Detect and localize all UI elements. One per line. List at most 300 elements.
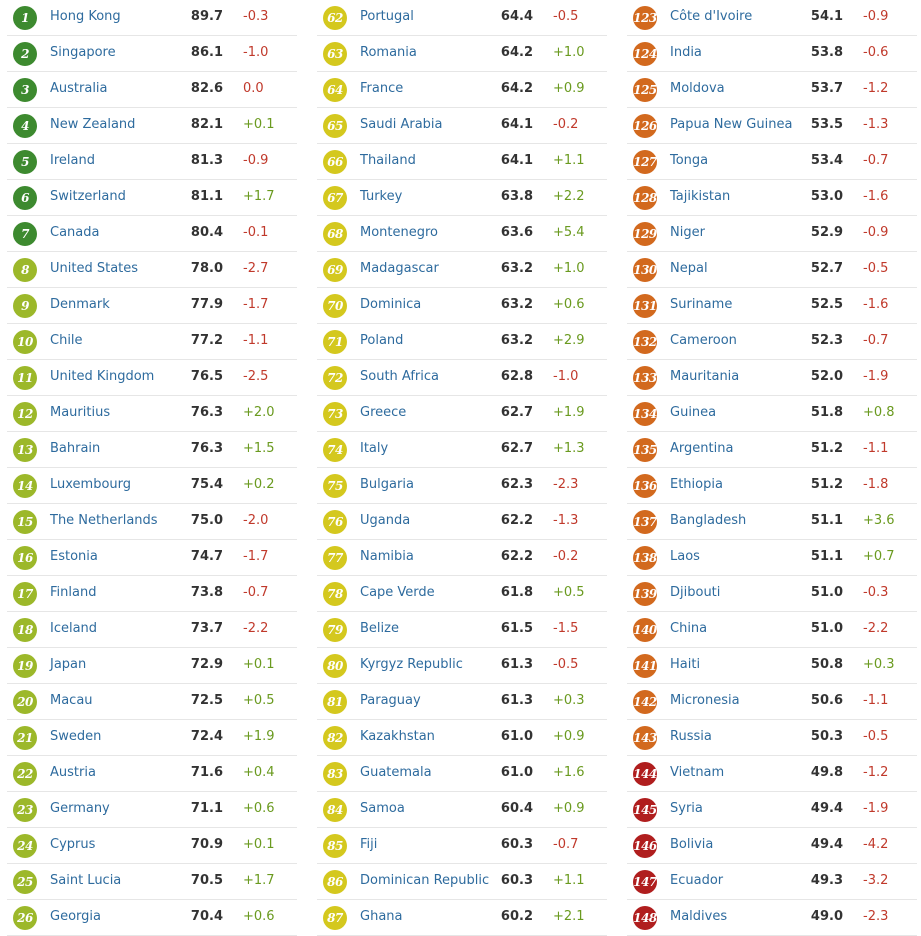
table-row xyxy=(317,324,607,360)
score-value: 61.3 xyxy=(500,693,533,708)
country-link[interactable]: Saint Lucia xyxy=(50,873,122,888)
table-row xyxy=(7,720,297,756)
score-change: +1.7 xyxy=(243,873,275,888)
table-row xyxy=(7,468,297,504)
rank-badge: 5 xyxy=(13,150,37,174)
score-value: 63.2 xyxy=(500,297,533,312)
country-link[interactable]: Thailand xyxy=(360,153,416,168)
rank-badge: 142 xyxy=(633,690,657,714)
country-link[interactable]: Uganda xyxy=(360,513,411,528)
rank-badge: 139 xyxy=(633,582,657,606)
rank-badge: 8 xyxy=(13,258,37,282)
country-link[interactable]: Russia xyxy=(670,729,712,744)
score-change: +1.9 xyxy=(243,729,275,744)
score-change: +0.9 xyxy=(553,81,585,96)
score-change: -0.7 xyxy=(863,333,889,348)
score-change: -0.5 xyxy=(863,261,889,276)
rank-badge: 148 xyxy=(633,906,657,930)
score-value: 49.3 xyxy=(810,873,843,888)
country-link[interactable]: Dominica xyxy=(360,297,422,312)
table-row xyxy=(7,144,297,180)
score-change: -2.0 xyxy=(243,513,269,528)
rank-badge: 126 xyxy=(633,114,657,138)
country-link[interactable]: Laos xyxy=(670,549,700,564)
country-link[interactable]: Maldives xyxy=(670,909,728,924)
country-link[interactable]: Switzerland xyxy=(50,189,126,204)
score-change: -1.9 xyxy=(863,369,889,384)
country-link[interactable]: Guatemala xyxy=(360,765,432,780)
country-link[interactable]: Suriname xyxy=(670,297,733,312)
rank-badge: 71 xyxy=(323,330,347,354)
table-row xyxy=(317,432,607,468)
score-value: 64.1 xyxy=(500,153,533,168)
score-value: 73.8 xyxy=(190,585,223,600)
country-link[interactable]: Nepal xyxy=(670,261,708,276)
score-value: 76.5 xyxy=(190,369,223,384)
rank-badge: 64 xyxy=(323,78,347,102)
country-link[interactable]: Saudi Arabia xyxy=(360,117,443,132)
country-link[interactable]: Niger xyxy=(670,225,705,240)
score-change: -0.9 xyxy=(863,225,889,240)
table-row xyxy=(627,216,917,252)
score-change: +0.8 xyxy=(863,405,895,420)
score-value: 61.0 xyxy=(500,729,533,744)
rank-badge: 80 xyxy=(323,654,347,678)
score-change: -1.1 xyxy=(863,441,889,456)
score-change: +1.1 xyxy=(553,153,585,168)
table-row xyxy=(7,36,297,72)
rank-badge: 9 xyxy=(13,294,37,318)
score-value: 52.9 xyxy=(810,225,843,240)
table-row xyxy=(317,288,607,324)
table-row xyxy=(317,756,607,792)
rank-badge: 17 xyxy=(13,582,37,606)
country-link[interactable]: Tonga xyxy=(670,153,709,168)
country-link[interactable]: New Zealand xyxy=(50,117,136,132)
table-row xyxy=(7,828,297,864)
score-change: -1.7 xyxy=(243,297,269,312)
score-change: -1.3 xyxy=(553,513,579,528)
country-link[interactable]: Syria xyxy=(670,801,703,816)
table-row xyxy=(627,864,917,900)
country-link[interactable]: Italy xyxy=(360,441,389,456)
score-change: +1.0 xyxy=(553,261,585,276)
table-row xyxy=(7,900,297,936)
country-link[interactable]: Paraguay xyxy=(360,693,421,708)
table-row xyxy=(317,648,607,684)
rank-badge: 132 xyxy=(633,330,657,354)
country-link[interactable]: Turkey xyxy=(360,189,403,204)
rank-badge: 144 xyxy=(633,762,657,786)
table-row xyxy=(317,468,607,504)
rank-badge: 76 xyxy=(323,510,347,534)
table-row xyxy=(627,684,917,720)
country-link[interactable]: China xyxy=(670,621,708,636)
rank-badge: 12 xyxy=(13,402,37,426)
score-change: -2.3 xyxy=(863,909,889,924)
score-value: 60.3 xyxy=(500,873,533,888)
rank-badge: 15 xyxy=(13,510,37,534)
country-link[interactable]: Cyprus xyxy=(50,837,96,852)
rank-badge: 10 xyxy=(13,330,37,354)
score-value: 51.0 xyxy=(810,621,843,636)
rank-badge: 14 xyxy=(13,474,37,498)
country-link[interactable]: Japan xyxy=(50,657,87,672)
score-value: 51.1 xyxy=(810,549,843,564)
country-link[interactable]: Belize xyxy=(360,621,399,636)
country-link[interactable]: Kyrgyz Republic xyxy=(360,657,463,672)
score-change: -1.2 xyxy=(863,765,889,780)
country-link[interactable]: Papua New Guinea xyxy=(670,117,793,132)
score-value: 54.1 xyxy=(810,9,843,24)
rank-badge: 22 xyxy=(13,762,37,786)
score-change: +0.1 xyxy=(243,657,275,672)
table-row xyxy=(7,504,297,540)
country-link[interactable]: Madagascar xyxy=(360,261,439,276)
score-change: -2.3 xyxy=(553,477,579,492)
score-change: +0.6 xyxy=(553,297,585,312)
score-change: -1.8 xyxy=(863,477,889,492)
rank-badge: 87 xyxy=(323,906,347,930)
table-row xyxy=(627,468,917,504)
rank-badge: 86 xyxy=(323,870,347,894)
table-row xyxy=(317,72,607,108)
score-value: 64.2 xyxy=(500,45,533,60)
country-link[interactable]: United States xyxy=(50,261,139,276)
country-link[interactable]: Fiji xyxy=(360,837,378,852)
country-link[interactable]: Djibouti xyxy=(670,585,721,600)
rank-badge: 21 xyxy=(13,726,37,750)
country-link[interactable]: Cameroon xyxy=(670,333,737,348)
score-change: -1.3 xyxy=(863,117,889,132)
table-row xyxy=(627,72,917,108)
score-change: -0.9 xyxy=(863,9,889,24)
score-value: 61.5 xyxy=(500,621,533,636)
table-row xyxy=(7,792,297,828)
table-row xyxy=(7,324,297,360)
rank-badge: 70 xyxy=(323,294,347,318)
country-link[interactable]: India xyxy=(670,45,702,60)
table-row xyxy=(627,504,917,540)
score-value: 62.2 xyxy=(500,549,533,564)
table-row xyxy=(7,0,297,36)
score-change: +2.0 xyxy=(243,405,275,420)
country-link[interactable]: Dominican Republic xyxy=(360,873,490,888)
table-row xyxy=(7,252,297,288)
score-value: 74.7 xyxy=(190,549,223,564)
table-row xyxy=(7,360,297,396)
table-row xyxy=(317,828,607,864)
score-value: 49.4 xyxy=(810,837,843,852)
score-value: 51.2 xyxy=(810,441,843,456)
country-link[interactable]: Australia xyxy=(50,81,108,96)
score-value: 70.5 xyxy=(190,873,223,888)
score-change: -1.1 xyxy=(863,693,889,708)
table-row xyxy=(317,540,607,576)
table-row xyxy=(627,720,917,756)
score-value: 52.0 xyxy=(810,369,843,384)
country-link[interactable]: Bulgaria xyxy=(360,477,414,492)
score-change: +1.7 xyxy=(243,189,275,204)
table-row xyxy=(7,72,297,108)
score-value: 52.5 xyxy=(810,297,843,312)
score-change: 0.0 xyxy=(243,81,264,96)
score-value: 77.2 xyxy=(190,333,223,348)
score-change: +0.9 xyxy=(553,729,585,744)
score-value: 62.7 xyxy=(500,441,533,456)
score-value: 64.1 xyxy=(500,117,533,132)
country-link[interactable]: Tajikistan xyxy=(670,189,731,204)
country-link[interactable]: Chile xyxy=(50,333,83,348)
table-row xyxy=(7,864,297,900)
table-row xyxy=(627,576,917,612)
score-change: +0.1 xyxy=(243,117,275,132)
country-link[interactable]: Estonia xyxy=(50,549,98,564)
score-change: -1.6 xyxy=(863,189,889,204)
score-change: -0.7 xyxy=(863,153,889,168)
country-link[interactable]: Austria xyxy=(50,765,96,780)
country-link[interactable]: Mauritius xyxy=(50,405,111,420)
score-value: 76.3 xyxy=(190,441,223,456)
score-change: +0.4 xyxy=(243,765,275,780)
country-link[interactable]: Moldova xyxy=(670,81,725,96)
rank-badge: 65 xyxy=(323,114,347,138)
score-value: 72.4 xyxy=(190,729,223,744)
score-value: 60.3 xyxy=(500,837,533,852)
score-value: 60.4 xyxy=(500,801,533,816)
score-change: +2.2 xyxy=(553,189,585,204)
country-link[interactable]: Vietnam xyxy=(670,765,725,780)
table-row xyxy=(627,792,917,828)
table-row xyxy=(317,360,607,396)
rank-badge: 25 xyxy=(13,870,37,894)
country-link[interactable]: Bolivia xyxy=(670,837,714,852)
rank-badge: 23 xyxy=(13,798,37,822)
table-row xyxy=(627,396,917,432)
rank-badge: 81 xyxy=(323,690,347,714)
score-change: -2.7 xyxy=(243,261,269,276)
country-link[interactable]: Côte d'Ivoire xyxy=(670,9,753,24)
country-link[interactable]: Kazakhstan xyxy=(360,729,435,744)
table-row xyxy=(317,0,607,36)
table-row xyxy=(317,180,607,216)
score-change: -1.7 xyxy=(243,549,269,564)
country-link[interactable]: South Africa xyxy=(360,369,439,384)
score-value: 61.3 xyxy=(500,657,533,672)
rank-badge: 82 xyxy=(323,726,347,750)
country-link[interactable]: Bahrain xyxy=(50,441,101,456)
score-value: 61.0 xyxy=(500,765,533,780)
rank-badge: 140 xyxy=(633,618,657,642)
ranking-column xyxy=(627,0,917,936)
country-link[interactable]: Luxembourg xyxy=(50,477,132,492)
table-row xyxy=(627,648,917,684)
score-value: 77.9 xyxy=(190,297,223,312)
country-link[interactable]: Guinea xyxy=(670,405,717,420)
table-row xyxy=(317,144,607,180)
rank-badge: 134 xyxy=(633,402,657,426)
score-change: -2.5 xyxy=(243,369,269,384)
rank-badge: 143 xyxy=(633,726,657,750)
score-value: 63.6 xyxy=(500,225,533,240)
score-change: -1.0 xyxy=(243,45,269,60)
score-value: 53.8 xyxy=(810,45,843,60)
table-row xyxy=(317,900,607,936)
score-change: +1.5 xyxy=(243,441,275,456)
country-link[interactable]: France xyxy=(360,81,404,96)
score-value: 70.4 xyxy=(190,909,223,924)
country-link[interactable]: Argentina xyxy=(670,441,734,456)
score-change: +0.6 xyxy=(243,909,275,924)
score-value: 86.1 xyxy=(190,45,223,60)
country-link[interactable]: Namibia xyxy=(360,549,414,564)
score-value: 52.7 xyxy=(810,261,843,276)
table-row xyxy=(7,756,297,792)
score-value: 63.2 xyxy=(500,333,533,348)
table-row xyxy=(627,900,917,936)
rank-badge: 66 xyxy=(323,150,347,174)
rank-badge: 6 xyxy=(13,186,37,210)
country-link[interactable]: Finland xyxy=(50,585,97,600)
rank-badge: 74 xyxy=(323,438,347,462)
table-row xyxy=(7,432,297,468)
table-row xyxy=(317,504,607,540)
country-link[interactable]: The Netherlands xyxy=(50,513,158,528)
rank-badge: 13 xyxy=(13,438,37,462)
table-row xyxy=(627,756,917,792)
country-link[interactable]: Denmark xyxy=(50,297,110,312)
table-row xyxy=(317,864,607,900)
score-change: +1.3 xyxy=(553,441,585,456)
rank-badge: 3 xyxy=(13,78,37,102)
rank-badge: 137 xyxy=(633,510,657,534)
country-link[interactable]: Macau xyxy=(50,693,93,708)
country-link[interactable]: Ireland xyxy=(50,153,95,168)
table-row xyxy=(317,612,607,648)
rank-badge: 26 xyxy=(13,906,37,930)
score-value: 80.4 xyxy=(190,225,223,240)
score-value: 49.8 xyxy=(810,765,843,780)
country-link[interactable]: Germany xyxy=(50,801,110,816)
country-link[interactable]: Sweden xyxy=(50,729,102,744)
country-link[interactable]: Micronesia xyxy=(670,693,740,708)
table-row xyxy=(627,0,917,36)
score-change: +0.5 xyxy=(243,693,275,708)
rank-badge: 131 xyxy=(633,294,657,318)
score-value: 51.2 xyxy=(810,477,843,492)
country-link[interactable]: Singapore xyxy=(50,45,116,60)
score-change: +0.2 xyxy=(243,477,275,492)
score-change: +1.0 xyxy=(553,45,585,60)
score-change: +0.5 xyxy=(553,585,585,600)
score-change: +0.1 xyxy=(243,837,275,852)
score-value: 73.7 xyxy=(190,621,223,636)
table-row xyxy=(7,684,297,720)
rank-badge: 7 xyxy=(13,222,37,246)
score-change: -1.2 xyxy=(863,81,889,96)
rank-badge: 146 xyxy=(633,834,657,858)
country-link[interactable]: Bangladesh xyxy=(670,513,747,528)
table-row xyxy=(317,396,607,432)
country-link[interactable]: Georgia xyxy=(50,909,101,924)
score-value: 50.8 xyxy=(810,657,843,672)
rank-badge: 72 xyxy=(323,366,347,390)
score-value: 53.7 xyxy=(810,81,843,96)
country-link[interactable]: Mauritania xyxy=(670,369,740,384)
score-change: -0.5 xyxy=(553,657,579,672)
rank-badge: 24 xyxy=(13,834,37,858)
table-row xyxy=(7,648,297,684)
rank-badge: 141 xyxy=(633,654,657,678)
score-change: +1.6 xyxy=(553,765,585,780)
score-value: 64.2 xyxy=(500,81,533,96)
country-link[interactable]: Ghana xyxy=(360,909,403,924)
score-value: 51.8 xyxy=(810,405,843,420)
rank-badge: 75 xyxy=(323,474,347,498)
score-value: 60.2 xyxy=(500,909,533,924)
rank-badge: 2 xyxy=(13,42,37,66)
country-link[interactable]: Montenegro xyxy=(360,225,439,240)
country-link[interactable]: Iceland xyxy=(50,621,98,636)
table-row xyxy=(7,216,297,252)
rank-badge: 16 xyxy=(13,546,37,570)
score-value: 53.4 xyxy=(810,153,843,168)
country-link[interactable]: Ecuador xyxy=(670,873,724,888)
score-value: 70.9 xyxy=(190,837,223,852)
country-link[interactable]: Poland xyxy=(360,333,404,348)
score-change: -0.1 xyxy=(243,225,269,240)
score-value: 72.5 xyxy=(190,693,223,708)
table-row xyxy=(627,108,917,144)
score-value: 49.0 xyxy=(810,909,843,924)
table-row xyxy=(7,540,297,576)
country-link[interactable]: Samoa xyxy=(360,801,405,816)
score-change: +2.1 xyxy=(553,909,585,924)
score-change: -0.2 xyxy=(553,549,579,564)
table-row xyxy=(317,216,607,252)
country-link[interactable]: United Kingdom xyxy=(50,369,155,384)
rank-badge: 124 xyxy=(633,42,657,66)
country-link[interactable]: Romania xyxy=(360,45,417,60)
ranking-column xyxy=(317,0,607,936)
country-link[interactable]: Cape Verde xyxy=(360,585,435,600)
country-link[interactable]: Canada xyxy=(50,225,100,240)
score-value: 76.3 xyxy=(190,405,223,420)
score-value: 50.3 xyxy=(810,729,843,744)
rank-badge: 135 xyxy=(633,438,657,462)
country-link[interactable]: Haiti xyxy=(670,657,701,672)
table-row xyxy=(7,396,297,432)
rank-badge: 129 xyxy=(633,222,657,246)
score-value: 53.5 xyxy=(810,117,843,132)
score-change: -1.1 xyxy=(243,333,269,348)
country-link[interactable]: Portugal xyxy=(360,9,414,24)
score-value: 53.0 xyxy=(810,189,843,204)
score-change: +2.9 xyxy=(553,333,585,348)
rank-badge: 77 xyxy=(323,546,347,570)
table-row xyxy=(317,720,607,756)
rank-badge: 11 xyxy=(13,366,37,390)
country-link[interactable]: Hong Kong xyxy=(50,9,121,24)
score-change: -0.9 xyxy=(243,153,269,168)
rank-badge: 67 xyxy=(323,186,347,210)
country-link[interactable]: Ethiopia xyxy=(670,477,723,492)
rank-badge: 145 xyxy=(633,798,657,822)
score-change: -0.7 xyxy=(553,837,579,852)
country-link[interactable]: Greece xyxy=(360,405,407,420)
score-change: -0.5 xyxy=(863,729,889,744)
score-value: 51.0 xyxy=(810,585,843,600)
